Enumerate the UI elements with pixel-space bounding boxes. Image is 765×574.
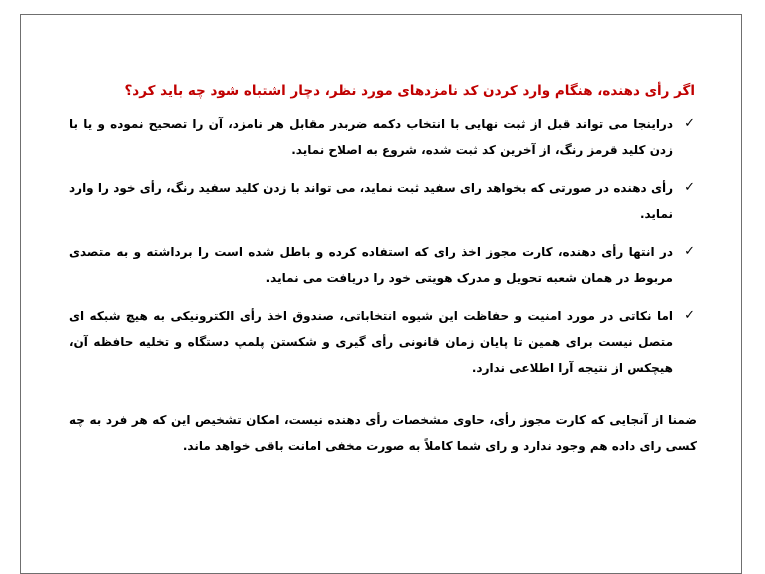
- bullet-item-3: [69, 239, 701, 291]
- check-icon: ✓: [684, 244, 695, 259]
- bullet-item-2: [69, 175, 701, 227]
- heading-question: اگر رأی دهنده، هنگام وارد کردن کد نامزدهای مورد نظر، دچار اشتباه شود چه باید کرد؟: [124, 83, 695, 99]
- bullet-text: در انتها رأی دهنده، کارت مجوز اخذ رای که استفاده کرده و باطل شده است را برداشته و به متصدی مربوط در همان شعبه تحویل و مدرک هویتی خود را دریافت می نماید.: [69, 245, 673, 285]
- check-icon: ✓: [684, 116, 695, 131]
- bullet-text: رأی دهنده در صورتی که بخواهد رای سفید ثبت نماید، می تواند با زدن کلید سفید رنگ، رأی خود را وارد نماید.: [69, 181, 673, 221]
- bullet-item-1: [69, 111, 701, 163]
- bullet-text: اما نکاتی در مورد امنیت و حفاظت این شیوه انتخاباتی، صندوق اخذ رأی الکترونیکی به هیچ شبکه ای متصل نیست برای همین تا پایان زمان قانونی رأی گیری و شکستن پلمپ دستگاه و تخلیه حافظه آن، هیچکس از نتیجه آرا اطلاعی ندارد.: [69, 309, 673, 375]
- bullet-list: [69, 111, 701, 381]
- check-icon: ✓: [684, 180, 695, 195]
- check-icon: ✓: [684, 308, 695, 323]
- bullet-text: دراینجا می تواند قبل از ثبت نهایی با انتخاب دکمه ضربدر مقابل هر نامزد، آن را تصحیح نموده و یا با زدن کلید قرمز رنگ، از آخرین کد ثبت شده، شروع به اصلاح نماید.: [69, 117, 673, 157]
- document-content: [69, 81, 701, 459]
- closing-paragraph: ضمنا از آنجایی که کارت مجوز رأی، حاوی مشخصات رأی دهنده نیست، امکان تشخیص این که هر فرد به چه کسی رای داده هم وجود ندارد و رای شما کاملاً به صورت مخفی امانت باقی خواهد ماند.: [69, 413, 697, 453]
- bullet-item-4: [69, 303, 701, 381]
- document-page: [20, 14, 742, 574]
